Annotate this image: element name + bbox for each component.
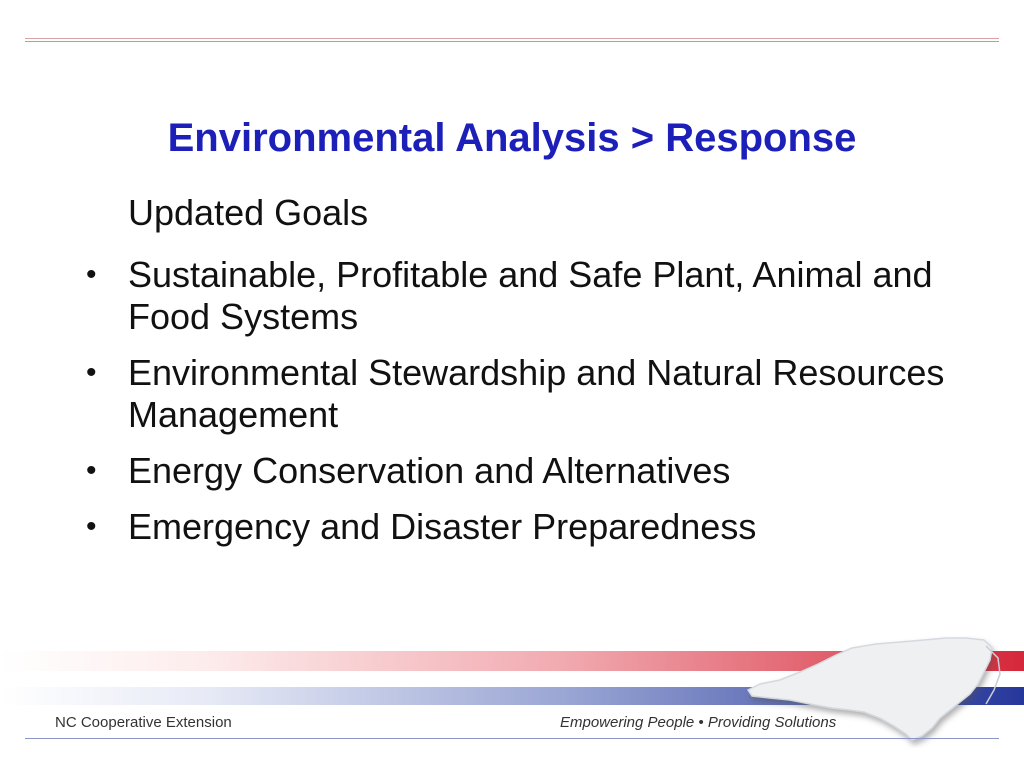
goals-list <box>86 254 966 548</box>
bullet-icon: • <box>86 454 97 487</box>
header-divider-red <box>25 38 999 39</box>
footer-divider <box>25 738 999 739</box>
goal-text: Energy Conservation and Alternatives <box>128 450 731 491</box>
slide-title: Environmental Analysis > Response <box>167 116 857 160</box>
goal-item <box>86 254 966 338</box>
bullet-icon: • <box>86 510 97 543</box>
goal-text: Sustainable, Profitable and Safe Plant, Animal and Food Systems <box>128 254 933 337</box>
header-divider <box>25 38 999 46</box>
intro-heading: Updated Goals <box>128 192 369 233</box>
goal-item <box>86 506 966 548</box>
bullet-icon: • <box>86 356 97 389</box>
bullet-icon: • <box>86 258 97 291</box>
footer-org-name: NC Cooperative Extension <box>55 714 232 731</box>
goal-item <box>86 450 966 492</box>
slide-content <box>86 192 966 562</box>
goal-text: Emergency and Disaster Preparedness <box>128 506 757 547</box>
footer-tagline: Empowering People • Providing Solutions <box>560 714 837 731</box>
goal-item <box>86 352 966 436</box>
header-divider-blue <box>25 41 999 42</box>
goal-text: Environmental Stewardship and Natural Resources Management <box>128 352 945 435</box>
